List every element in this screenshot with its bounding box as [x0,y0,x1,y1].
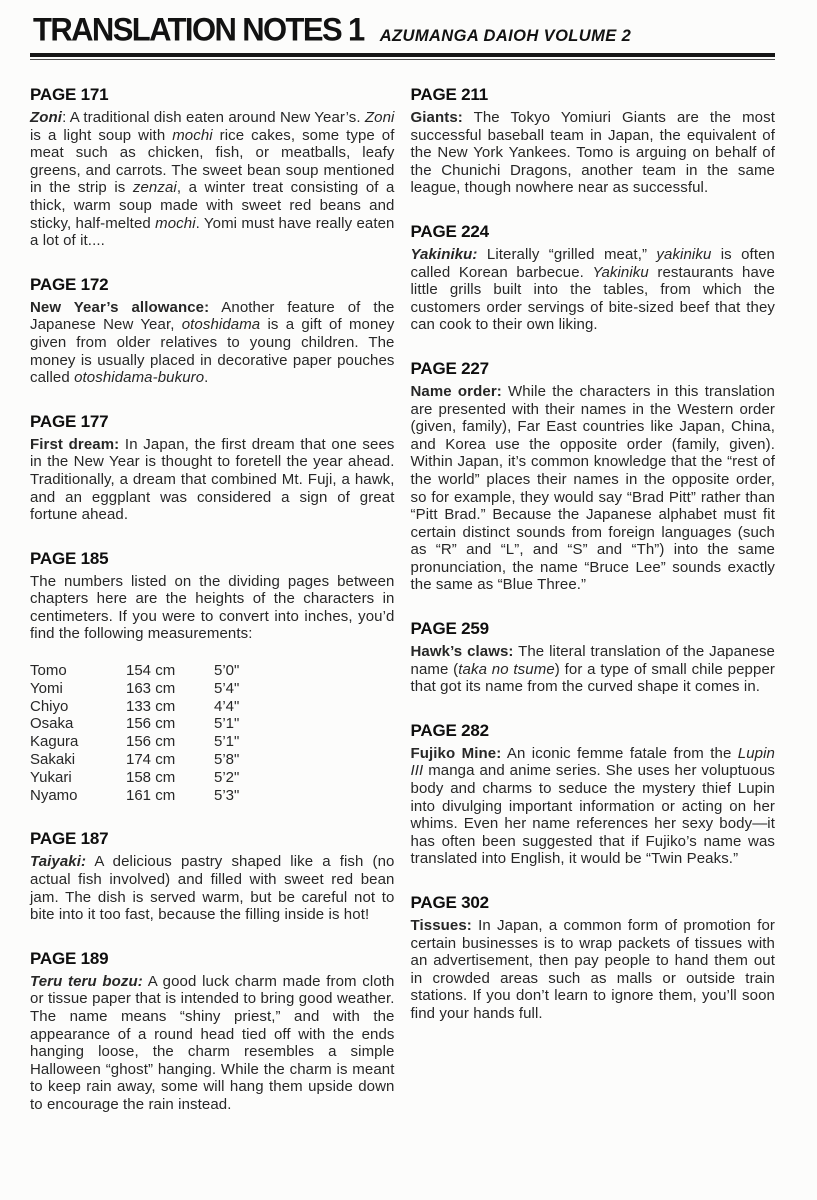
page-title: TRANSLATION NOTES 1 [33,10,364,48]
note-page-259 [411,619,776,696]
note-text [411,383,776,594]
height-cm: 133 cm [126,697,176,715]
text-segment: taka no tsume [458,660,555,678]
text-segment: . Yomi must have really eaten a lot of it.... [30,214,395,250]
text-segment: Zoni [30,109,63,126]
text-segment: Fujiko Mine: [410,744,502,762]
note-page-heading: PAGE 224 [410,221,489,241]
height-cm: 161 cm [126,786,176,804]
text-segment: Giants: [410,109,463,126]
text-segment: restaurants have little grills built into the tables, from which the customers order servings of bite-sized beef that they can cook to their own liking. [410,263,775,334]
height-ft: 5’4" [214,679,240,697]
note-text [411,745,776,868]
text-segment: Zoni [364,109,395,126]
height-ft: 4’4" [214,697,240,715]
height-cm: 158 cm [126,768,176,786]
note-page-187 [30,829,395,923]
character-name: Osaka [30,715,74,733]
note-page-heading: PAGE 187 [30,829,109,849]
text-segment: Hawk’s claws: [410,643,514,661]
height-table-row [30,662,395,680]
height-cm: 156 cm [126,733,176,751]
text-segment: Another feature of the Japanese New Year, [30,298,395,334]
note-page-282 [411,721,776,868]
character-name: Tomo [30,662,67,680]
note-text [30,299,395,387]
note-page-302 [411,893,776,1023]
note-page-heading: PAGE 211 [410,85,488,104]
note-page-227 [411,359,776,594]
height-table-row [30,769,395,787]
note-page-224 [411,222,776,334]
text-segment: otoshidama [181,316,261,334]
character-name: Kagura [30,733,79,751]
header-rule-thin [30,59,775,60]
text-segment: is often called Korean barbecue. [410,245,775,281]
note-text [411,643,776,696]
text-segment: The numbers listed on the dividing pages between chapters here are the heights of the characters in centimeters. If you were to convert into inches, you’d find the following measurements: [30,572,395,643]
height-cm: 156 cm [126,715,176,733]
right-column [411,85,776,1139]
height-ft: 5’1" [214,733,240,751]
text-segment: mochi [155,214,196,232]
note-text [411,246,776,334]
text-segment: First dream: [30,435,120,453]
text-segment: mochi [172,126,213,144]
height-ft: 5’2" [214,768,240,786]
text-segment: , a winter treat consisting of a thick, warm soup made with sweet red beans and sticky, half-melted [30,179,395,232]
character-name: Nyamo [30,786,78,804]
height-cm: 174 cm [126,751,176,769]
text-segment: otoshidama-bukuro [74,369,205,387]
text-segment: Taiyaki: [30,853,87,871]
note-page-189 [30,949,395,1114]
note-page-heading: PAGE 227 [410,358,489,378]
note-page-172 [30,275,395,387]
height-table-row [30,715,395,733]
height-table-row [30,698,395,716]
text-segment: A good luck charm made from cloth or tissue paper that is intended to bring good weather. The name means “shiny priest,” and with the appearance of a round head tied off with the ends hanging loose, the charm resembles a simple Halloween “ghost” hanging. While the charm is meant to keep rain away, some will hang them upside down to encourage the rain instead. [30,972,395,1113]
note-page-177 [30,412,395,524]
note-page-heading: PAGE 259 [410,619,489,639]
page-header [30,10,775,60]
height-ft: 5’3" [214,786,240,804]
note-page-171 [30,85,395,250]
header-title-row [30,10,775,49]
note-page-211 [411,85,776,197]
text-segment: Name order: [410,382,502,400]
note-page-heading: PAGE 189 [30,948,109,968]
character-name: Yukari [30,768,72,786]
left-column [30,85,395,1139]
note-text [30,973,395,1114]
height-table-row [30,751,395,769]
text-segment: New Year’s allowance: [30,298,210,316]
text-segment: : A traditional dish eaten around New Year’s. [62,109,365,126]
text-segment: Yakiniku [592,263,649,281]
text-segment: is a gift of money given from older relatives to young children. The money is usually placed in decorative paper pouches called [30,316,395,387]
note-text [411,917,776,1023]
header-rule-thick [30,53,775,57]
text-segment: In Japan, the first dream that one sees in the New Year is thought to foretell the year ahead. Traditionally, a dream that combined Mt. Fuji, a hawk, and an eggplant was considered a sign of great fortune ahead. [30,435,395,524]
text-segment: Yakiniku: [410,245,478,263]
height-table-row [30,787,395,805]
height-ft: 5’1" [214,715,240,733]
character-name: Chiyo [30,697,69,715]
note-page-185 [30,549,395,805]
height-table-row [30,680,395,698]
notes-columns [30,85,775,1139]
note-text [30,109,395,250]
text-segment: . [204,369,209,387]
note-text [411,109,776,197]
height-ft: 5’0" [214,662,240,680]
text-segment: The literal translation of the Japanese name ( [410,643,775,678]
character-name: Sakaki [30,751,76,769]
note-page-heading: PAGE 171 [30,85,109,104]
text-segment: yakiniku [656,245,712,263]
text-segment: An iconic femme fatale from the [501,744,738,762]
text-segment: While the characters in this translation are presented with their names in the Western order (given, family), Far East countries like Japan, China, and Korea use the opposite order (family, given). Within Japan, it’s common knowledge that the “rest of the world” places their names in the opposite order, so for example, they would say “Brad Pitt” rather than “Pitt Brad.” Because the Japanese alphabet must fit certain distinct sounds from foreign languages (such as “R” and “L”, and “S” and “Th”) into the same pronunciation, the name “Bruce Lee” sounds exactly the same as “Blue Three.” [410,382,776,594]
height-cm: 163 cm [126,679,176,697]
height-cm: 154 cm [126,662,176,680]
height-table-row [30,733,395,751]
text-segment: A delicious pastry shaped like a fish (no actual fish involved) and filled with sweet red bean jam. The dish is served warm, but be careful not to bite into it too fast, because the filling inside is hot! [30,853,395,924]
text-segment: zenzai [132,179,177,197]
text-segment: ) for a type of small chile pepper that got its name from the curved shape it comes in. [410,660,775,696]
note-text [30,436,395,524]
character-heights-table [30,662,395,804]
text-segment: rice cakes, some type of meat such as chicken, fish, or meatballs, leafy greens, and carrots. The sweet bean soup mentioned in the strip is [30,126,395,197]
text-segment: is a light soup with [30,126,173,144]
page-subtitle: AZUMANGA DAIOH VOLUME 2 [379,27,632,45]
text-segment: manga and anime series. She uses her voluptuous body and charms to seduce the mystery thief Lupin into divulging important information or acting on her whims. Even her name references her sexy body—it has often been suggested that if Fujiko’s name was translated into English, it would be “Twin Peaks.” [410,762,775,868]
character-name: Yomi [30,679,63,697]
text-segment: Tissues: [410,917,472,934]
note-page-heading: PAGE 172 [30,274,109,294]
note-page-heading: PAGE 177 [30,411,109,431]
note-text [30,853,395,923]
text-segment: Lupin III [410,744,775,780]
text-segment: In Japan, a common form of promotion for certain businesses is to wrap packets of tissues with an advertisement, then pay people to hand them out in crowded areas such as malls or outside train stations. If you don’t learn to ignore them, you’ll soon find your hands full. [410,917,775,1022]
height-ft: 5’8" [214,751,240,769]
note-text [30,573,395,643]
text-segment: Literally “grilled meat,” [477,245,657,263]
text-segment: Teru teru bozu: [30,972,143,990]
note-page-heading: PAGE 282 [410,720,489,740]
note-page-heading: PAGE 185 [30,548,109,568]
note-page-heading: PAGE 302 [410,893,489,912]
text-segment: The Tokyo Yomiuri Giants are the most successful baseball team in Japan, the equivalent of the New York Yankees. Tomo is arguing on behalf of the Chunichi Dragons, another team in the same league, though nowhere near as successful. [410,109,775,197]
